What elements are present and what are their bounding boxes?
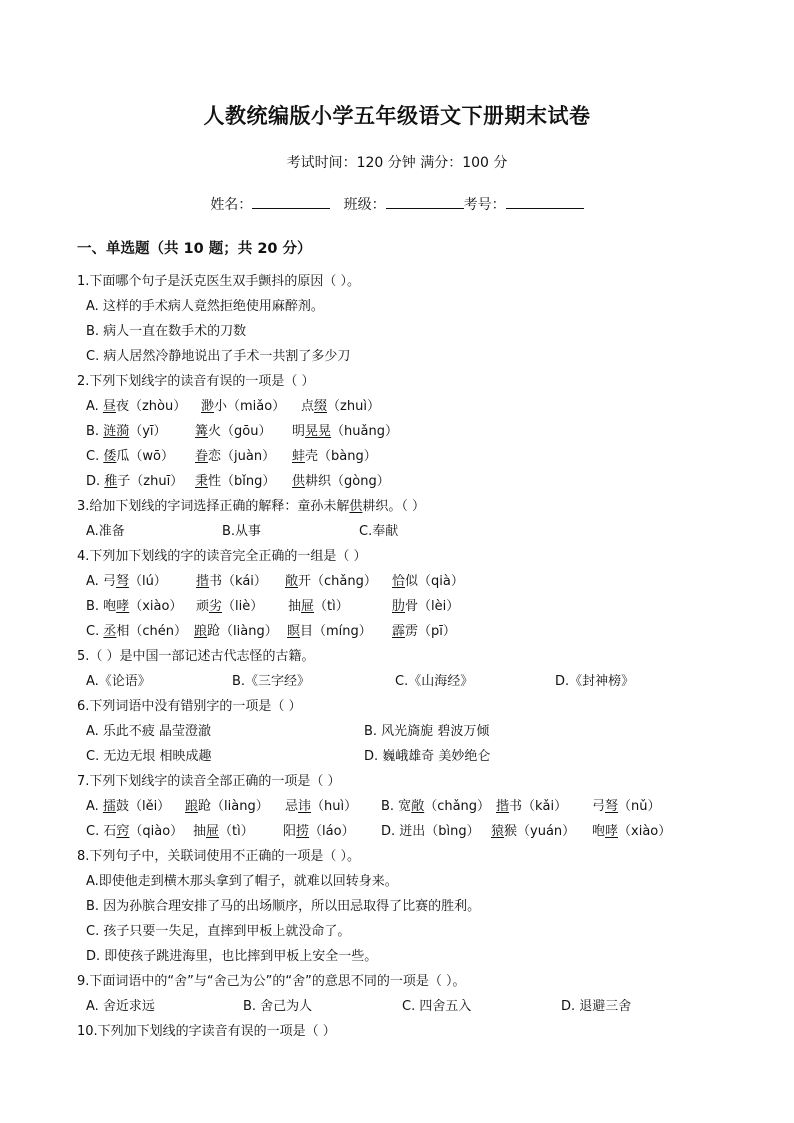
- underlined-char: 昼: [102, 399, 116, 414]
- option-text: A. 弓: [86, 574, 116, 589]
- option-text: （tì）: [219, 824, 254, 839]
- section-heading: 一、单选题（共 10 题；共 20 分）: [77, 241, 312, 257]
- option-row: [77, 570, 757, 595]
- underlined-char: 蚌: [292, 449, 306, 464]
- option: D. 巍峨雄奇 美妙绝仑: [364, 749, 491, 764]
- underlined-char: 霹: [392, 624, 406, 639]
- option-text: 小（miǎo）: [214, 399, 286, 414]
- option-row: [77, 670, 757, 695]
- question-stem: 6.下列词语中没有错别字的一项是（ ）: [77, 699, 302, 714]
- underlined-char: 篝: [195, 424, 209, 439]
- option-text: 书（kǎi）: [509, 799, 568, 814]
- option-text: C.: [86, 624, 104, 639]
- option-text: D. 迸: [381, 824, 413, 839]
- option-text: 夜（zhòu）: [115, 399, 187, 414]
- name-label: 姓名：: [210, 197, 253, 213]
- option-text: （zhuì）: [327, 399, 380, 414]
- underlined-char: 瞑: [287, 624, 301, 639]
- option-text: 弓: [592, 799, 606, 814]
- option-text: 咆: [592, 824, 606, 839]
- option: D. 即使孩子跳进海里，也比摔到甲板上安全一些。: [86, 949, 378, 964]
- option-text: 跄（liàng）: [207, 624, 278, 639]
- underlined-char: 讳: [298, 799, 312, 814]
- exam-info: 考试时间：120 分钟 满分：100 分: [286, 155, 508, 171]
- option-text: （nǔ）: [618, 799, 661, 814]
- question-stem: 1.下面哪个句子是沃克医生双手颤抖的原因（ ）。: [77, 274, 361, 289]
- option: A. 乐此不疲 晶莹澄澈: [86, 724, 212, 739]
- option-row: [77, 995, 757, 1020]
- option-text: 相（chén）: [116, 624, 187, 639]
- option-text: （qiào）: [129, 824, 184, 839]
- option: B.从事: [222, 524, 262, 539]
- underlined-char: 肋: [392, 599, 406, 614]
- option-text: 似（qià）: [405, 574, 464, 589]
- option-text: 点: [301, 399, 315, 414]
- underlined-char: 猿: [491, 824, 505, 839]
- option-row: [77, 420, 757, 445]
- option-text: （chǎng）: [424, 799, 491, 814]
- option-text: （láo）: [309, 824, 355, 839]
- option: B. 因为孙膑合理安排了马的出场顺序，所以田忌取得了比赛的胜利。: [86, 899, 481, 914]
- underlined-char: 秉: [195, 474, 209, 489]
- question-stem: [77, 495, 757, 520]
- underlined-char: 稚: [104, 474, 118, 489]
- option: A. 这样的手术病人竟然拒绝使用麻醉剂。: [86, 299, 324, 314]
- option-text: D.: [86, 474, 105, 489]
- option-text: 跄（liàng）: [198, 799, 269, 814]
- underlined-char: 恰: [392, 574, 406, 589]
- option-row: [77, 745, 757, 770]
- option-text: （xiào）: [618, 824, 672, 839]
- underlined-char: 敞: [285, 574, 299, 589]
- underlined-char: 供: [349, 499, 363, 514]
- option-text: 忌: [285, 799, 299, 814]
- option-row: [77, 395, 757, 420]
- question-stem: 7.下列下划线字的读音全部正确的一项是（ ）: [77, 774, 341, 789]
- question-stem: 8.下列句子中，关联词使用不正确的一项是（ ）。: [77, 849, 361, 864]
- underlined-char: 揩: [496, 799, 510, 814]
- option-row: [77, 820, 757, 845]
- option-text: 雳（pī）: [405, 624, 456, 639]
- underlined-char: 踉: [185, 799, 199, 814]
- student-fields: [0, 194, 794, 214]
- number-label: 考号：: [463, 197, 506, 213]
- underlined-char: 丞: [103, 624, 117, 639]
- option-text: C. 石: [86, 824, 117, 839]
- underlined-char: 渺: [201, 399, 215, 414]
- option-text: 壳（bàng）: [305, 449, 377, 464]
- option-row: [77, 520, 757, 545]
- underlined-char: 弩: [605, 799, 619, 814]
- option-text: 子（zhuī）: [117, 474, 184, 489]
- option: C.《山海经》: [395, 674, 474, 689]
- option-text: B.: [86, 424, 104, 439]
- option-text: 明: [292, 424, 306, 439]
- option: C. 四舍五入: [402, 999, 472, 1014]
- option-text: 猴（yuán）: [504, 824, 576, 839]
- option: C. 孩子只要一失足，直摔到甲板上就没命了。: [86, 924, 351, 939]
- option-text: B. 咆: [86, 599, 117, 614]
- option: C. 无边无垠 相映成趣: [86, 749, 212, 764]
- option-text: （tì）: [314, 599, 349, 614]
- name-blank[interactable]: [252, 194, 330, 209]
- option-text: 开（chǎng）: [298, 574, 377, 589]
- option-text: 出（bìng）: [412, 824, 480, 839]
- option: C.奉献: [359, 524, 399, 539]
- underlined-char: 窍: [116, 824, 130, 839]
- stem-text: 耕织。（ ）: [362, 499, 426, 514]
- stem-text: 3.给加下划线的字词选择正确的解释：童孙未解: [77, 499, 350, 514]
- option: A.即使他走到横木那头拿到了帽子，就难以回转身来。: [86, 874, 398, 889]
- option-text: A.: [86, 399, 103, 414]
- underlined-char: 劣: [209, 599, 223, 614]
- exam-title: 人教统编版小学五年级语文下册期末试卷: [203, 103, 591, 128]
- underlined-char: 揩: [196, 574, 210, 589]
- question-stem: 10.下列加下划线的字读音有误的一项是（ ）: [77, 1024, 336, 1039]
- option-text: 恋（juàn）: [208, 449, 276, 464]
- option-text: B. 宽: [381, 799, 412, 814]
- underlined-char: 踉: [194, 624, 208, 639]
- underlined-char: 屉: [301, 599, 315, 614]
- option-text: （xiào）: [129, 599, 183, 614]
- option-text: A.: [86, 799, 103, 814]
- underlined-char: 哮: [605, 824, 619, 839]
- underlined-char: 捞: [296, 824, 310, 839]
- option: B. 舍己为人: [243, 999, 313, 1014]
- underlined-char: 供: [292, 474, 306, 489]
- option-text: 阳: [283, 824, 297, 839]
- option-row: [77, 620, 757, 645]
- underlined-char: 哮: [116, 599, 130, 614]
- option-row: [77, 720, 757, 745]
- option: A.《论语》: [86, 674, 151, 689]
- option-text: （yī）: [129, 424, 167, 439]
- option-text: （huǎng）: [331, 424, 398, 439]
- option-text: 瓜（wō）: [116, 449, 174, 464]
- option-text: C.: [86, 449, 104, 464]
- option-text: （liè）: [222, 599, 264, 614]
- option: B. 病人一直在数手术的刀数: [86, 324, 247, 339]
- option-text: 书（kái）: [209, 574, 267, 589]
- option-text: 骨（lèi）: [405, 599, 460, 614]
- question-stem: 5.（ ）是中国一部记述古代志怪的古籍。: [77, 649, 315, 664]
- underlined-char: 涟漪: [103, 424, 130, 439]
- question-stem: 9.下面词语中的“舍”与“舍己为公”的“舍”的意思不同的一项是（ ）。: [77, 974, 466, 989]
- question-stem: 2.下列下划线字的读音有误的一项是（ ）: [77, 374, 315, 389]
- number-blank[interactable]: [506, 194, 584, 209]
- question-stem: 4.下列加下划线的字的读音完全正确的一组是（ ）: [77, 549, 367, 564]
- question-list: [77, 270, 757, 1045]
- class-blank[interactable]: [386, 194, 464, 209]
- option: B. 风光旖旎 碧波万倾: [364, 724, 490, 739]
- option-text: 性（bǐng）: [208, 474, 276, 489]
- underlined-char: 弩: [115, 574, 129, 589]
- option: B.《三字经》: [232, 674, 311, 689]
- underlined-char: 擂: [102, 799, 116, 814]
- option: D.《封神榜》: [555, 674, 635, 689]
- underlined-char: 敞: [411, 799, 425, 814]
- option-text: 抽: [288, 599, 302, 614]
- option-text: 目（míng）: [300, 624, 372, 639]
- option-text: 耕织（gòng）: [305, 474, 390, 489]
- option-row: [77, 795, 757, 820]
- option: D. 退避三舍: [561, 999, 632, 1014]
- option-text: 抽: [193, 824, 207, 839]
- underlined-char: 眷: [195, 449, 209, 464]
- option-text: （lú）: [128, 574, 167, 589]
- underlined-char: 屉: [206, 824, 220, 839]
- class-label: 班级：: [343, 197, 386, 213]
- option-row: [77, 445, 757, 470]
- option-row: [77, 470, 757, 495]
- underlined-char: 倭: [103, 449, 117, 464]
- underlined-char: 晃晃: [305, 424, 332, 439]
- option-row: [77, 595, 757, 620]
- option-text: 顽: [196, 599, 210, 614]
- underlined-char: 缀: [314, 399, 328, 414]
- option: A.准备: [86, 524, 125, 539]
- option: C. 病人居然冷静地说出了手术一共割了多少刀: [86, 349, 351, 364]
- option: A. 舍近求远: [86, 999, 155, 1014]
- option-text: 火（gōu）: [208, 424, 272, 439]
- option-text: 鼓（lěi）: [115, 799, 171, 814]
- option-text: （huì）: [311, 799, 358, 814]
